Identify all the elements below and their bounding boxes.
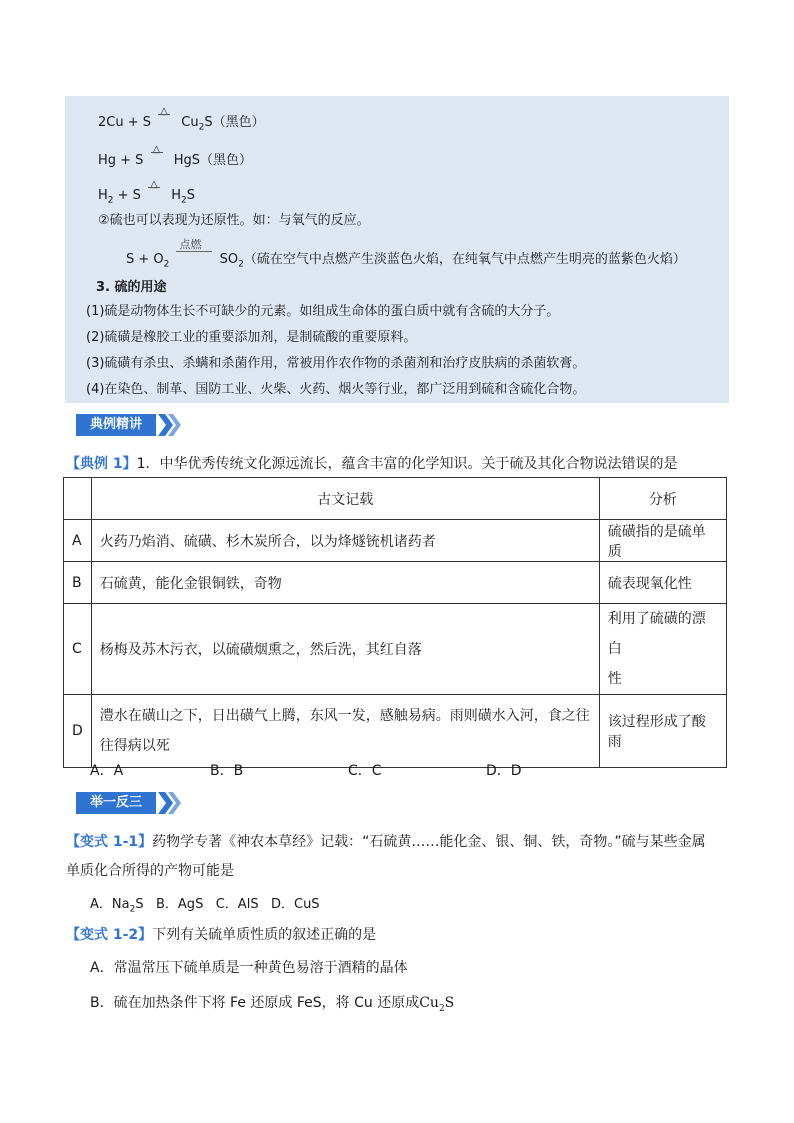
variant-1-1-options [90, 893, 320, 915]
example-tag: 【典例 1】 [66, 456, 137, 472]
table-header-row [64, 478, 727, 520]
table-row: B 石硫黄，能化金银铜铁，奇物 硫表现氧化性 [64, 562, 727, 604]
option-d[interactable]: D．CuS [270, 897, 320, 912]
table-row: D 澧水在磺山之下，日出磺气上腾，东风一发，感触易病。雨则磺水入河，食之往 往得病以死 该过程形成了酸雨 [64, 695, 727, 768]
variant-tag: 【变式 1-2】 [66, 927, 153, 943]
table-row: C 杨梅及苏木污衣，以硫磺烟熏之，然后洗，其红自落 利用了硫磺的漂白 性 [64, 604, 727, 695]
option-d[interactable]: D．D [486, 763, 522, 779]
double-chevron-icon [158, 792, 184, 814]
heat-condition: △ [155, 113, 177, 127]
header-analysis: 分析 [599, 478, 726, 520]
heat-condition: △ [148, 151, 170, 165]
reducing-note: ②硫也可以表现为还原性。如：与氧气的反应。 [98, 213, 370, 228]
use-item: (1)硫是动物体生长不可缺少的元素。如组成生命体的蛋白质中就有含硫的大分子。 [86, 304, 560, 319]
use-item: (4)在染色、制革、国防工业、火柴、火药、烟火等行业，都广泛用到硫和含硫化合物。 [86, 382, 586, 397]
option-c[interactable]: C．AlS [215, 897, 259, 912]
example-question: 【典例 1】1．中华优秀传统文化源远流长，蕴含丰富的化学知识。关于硫及其化合物说法错误的是 [66, 456, 678, 472]
use-item: (2)硫磺是橡胶工业的重要添加剂，是制硫酸的重要原料。 [86, 330, 417, 345]
heat-condition: △ [145, 186, 167, 200]
option-a[interactable]: A．A [90, 763, 124, 779]
option-c[interactable]: C．C [348, 763, 382, 779]
ignite-condition: 点燃 [174, 250, 216, 264]
variant-1-1-question: 【变式 1-1】药物学专著《神农本草经》记载：“石硫黄……能化金、银、铜、铁，奇物。”硫与某些金属 [66, 834, 706, 850]
option-b[interactable]: B．硫在加热条件下将 Fe 还原成 FeS，将 Cu 还原成$Cu_2S$ [90, 995, 455, 1014]
banner-label: 举一反三 [76, 792, 156, 814]
equation-hg-s: Hg + S △ HgS（黑色） [98, 144, 252, 168]
ancient-records-table [63, 477, 727, 768]
option-b[interactable]: B．AgS [156, 897, 204, 912]
option-a[interactable]: A．常温常压下硫单质是一种黄色易溶于酒精的晶体 [90, 960, 408, 976]
variant-1-2-question: 【变式 1-2】下列有关硫单质性质的叙述正确的是 [66, 927, 377, 943]
table-row: A 火药乃焰消、硫磺、杉木炭所合，以为烽燧铳机诸药者 硫磺指的是硫单质 [64, 520, 727, 562]
banner-label: 典例精讲 [76, 414, 156, 436]
equation-cu-s: 2Cu + S △ $Cu_2S$（黑色） [98, 106, 265, 133]
variant-1-1-line2: 单质化合所得的产物可能是 [66, 863, 234, 879]
equation-s-o2: $S + O_2$ 点燃 $SO_2$（硫在空气中点燃产生淡蓝色火焰，在纯氧气中点燃产生明亮的蓝紫色火焰） [126, 238, 686, 270]
variant-tag: 【变式 1-1】 [66, 834, 153, 850]
uses-heading: 3. 硫的用途 [96, 280, 167, 295]
double-chevron-icon [158, 414, 184, 436]
header-records: 古文记载 [91, 478, 599, 520]
option-b[interactable]: B．B [210, 763, 244, 779]
option-a[interactable]: A．$Na_2S$ [90, 897, 144, 915]
use-item: (3)硫磺有杀虫、杀螨和杀菌作用，常被用作农作物的杀菌剂和治疗皮肤病的杀菌软膏。 [86, 356, 586, 371]
equation-h2-s: $H_2 + S$ △ $H_2S$ [98, 179, 195, 206]
